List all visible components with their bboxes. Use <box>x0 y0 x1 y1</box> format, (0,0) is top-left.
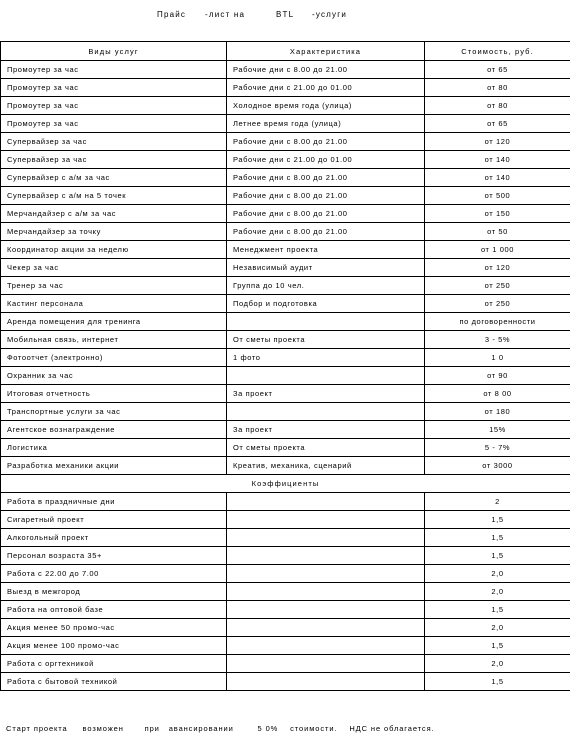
description-cell: Подбор и подготовка <box>227 295 425 313</box>
title-part: Прайс <box>157 10 187 19</box>
service-cell: Координатор акции за неделю <box>1 241 227 259</box>
service-cell: Промоутер за час <box>1 115 227 133</box>
price-cell: от 180 <box>425 403 570 421</box>
table-row <box>1 133 570 151</box>
price-cell: от 3000 <box>425 457 570 475</box>
table-row <box>1 619 570 637</box>
coefficient-cell: 1,5 <box>425 637 570 655</box>
table-row <box>1 331 570 349</box>
table-row <box>1 259 570 277</box>
service-cell: Работа с бытовой техникой <box>1 673 227 691</box>
description-cell <box>227 493 425 511</box>
price-cell: от 80 <box>425 79 570 97</box>
service-cell: Супервайзер за час <box>1 133 227 151</box>
service-cell: Супервайзер с а/м за час <box>1 169 227 187</box>
description-cell: Рабочие дни с 8.00 до 21.00 <box>227 169 425 187</box>
description-cell <box>227 601 425 619</box>
description-cell <box>227 655 425 673</box>
service-cell: Тренер за час <box>1 277 227 295</box>
description-cell: Рабочие дни с 8.00 до 21.00 <box>227 223 425 241</box>
price-cell: от 500 <box>425 187 570 205</box>
table-row <box>1 601 570 619</box>
description-cell <box>227 313 425 331</box>
service-cell: Промоутер за час <box>1 97 227 115</box>
service-cell: Кастинг персонала <box>1 295 227 313</box>
service-cell: Транспортные услуги за час <box>1 403 227 421</box>
table-row <box>1 547 570 565</box>
table-header-row <box>1 42 570 61</box>
table-row <box>1 655 570 673</box>
description-cell: За проект <box>227 421 425 439</box>
service-cell: Работа с оргтехникой <box>1 655 227 673</box>
description-cell: Рабочие дни с 8.00 до 21.00 <box>227 205 425 223</box>
coefficient-cell: 2,0 <box>425 565 570 583</box>
service-cell: Охранник за час <box>1 367 227 385</box>
coefficient-cell: 1,5 <box>425 601 570 619</box>
price-cell: от 1 000 <box>425 241 570 259</box>
price-cell: от 150 <box>425 205 570 223</box>
table-row <box>1 241 570 259</box>
description-cell: Группа до 10 чел. <box>227 277 425 295</box>
service-cell: Алкогольный проект <box>1 529 227 547</box>
table-row <box>1 115 570 133</box>
column-header-description: Характеристика <box>227 42 425 61</box>
table-row <box>1 61 570 79</box>
service-cell: Супервайзер за час <box>1 151 227 169</box>
service-cell: Сигаретный проект <box>1 511 227 529</box>
table-row <box>1 349 570 367</box>
price-cell: от 65 <box>425 115 570 133</box>
service-cell: Работа на оптовой базе <box>1 601 227 619</box>
table-row <box>1 187 570 205</box>
table-row <box>1 421 570 439</box>
table-row <box>1 277 570 295</box>
price-cell: от 120 <box>425 133 570 151</box>
service-cell: Персонал возраста 35+ <box>1 547 227 565</box>
service-cell: Разработка механики акции <box>1 457 227 475</box>
price-cell: 5 - 7% <box>425 439 570 457</box>
price-cell: от 90 <box>425 367 570 385</box>
coefficients-header-row <box>1 475 570 493</box>
description-cell <box>227 637 425 655</box>
description-cell: Рабочие дни с 8.00 до 21.00 <box>227 187 425 205</box>
price-cell: 3 - 5% <box>425 331 570 349</box>
price-cell: от 65 <box>425 61 570 79</box>
table-row <box>1 565 570 583</box>
description-cell: От сметы проекта <box>227 439 425 457</box>
table-row <box>1 637 570 655</box>
description-cell: Независимый аудит <box>227 259 425 277</box>
coefficient-cell: 2,0 <box>425 655 570 673</box>
service-cell: Работа с 22.00 до 7.00 <box>1 565 227 583</box>
description-cell: Креатив, механика, сценарий <box>227 457 425 475</box>
title-part: -лист на <box>205 10 246 19</box>
column-header-services: Виды услуг <box>1 42 227 61</box>
service-cell: Итоговая отчетность <box>1 385 227 403</box>
description-cell: Рабочие дни с 8.00 до 21.00 <box>227 61 425 79</box>
description-cell: 1 фото <box>227 349 425 367</box>
table-row <box>1 313 570 331</box>
coefficient-cell: 2 <box>425 493 570 511</box>
service-cell: Чекер за час <box>1 259 227 277</box>
service-cell: Фотоотчет (электронно) <box>1 349 227 367</box>
table-row <box>1 295 570 313</box>
price-cell: от 140 <box>425 151 570 169</box>
description-cell <box>227 511 425 529</box>
title-part: -услуги <box>312 10 348 19</box>
price-cell: от 50 <box>425 223 570 241</box>
service-cell: Логистика <box>1 439 227 457</box>
description-cell <box>227 673 425 691</box>
table-row <box>1 457 570 475</box>
coefficient-cell: 2,0 <box>425 619 570 637</box>
service-cell: Супервайзер с а/м на 5 точек <box>1 187 227 205</box>
description-cell: Летнее время года (улица) <box>227 115 425 133</box>
coefficient-cell: 1,5 <box>425 673 570 691</box>
price-cell: от 120 <box>425 259 570 277</box>
description-cell <box>227 547 425 565</box>
table-row <box>1 169 570 187</box>
table-row <box>1 79 570 97</box>
coefficient-cell: 1,5 <box>425 547 570 565</box>
price-table <box>0 41 570 691</box>
description-cell: От сметы проекта <box>227 331 425 349</box>
description-cell: Холодное время года (улица) <box>227 97 425 115</box>
coefficient-cell: 2,0 <box>425 583 570 601</box>
price-cell: от 80 <box>425 97 570 115</box>
table-row <box>1 205 570 223</box>
table-row <box>1 529 570 547</box>
description-cell: Рабочие дни с 21.00 до 01.00 <box>227 79 425 97</box>
service-cell: Мобильная связь, интернет <box>1 331 227 349</box>
service-cell: Агентское вознаграждение <box>1 421 227 439</box>
service-cell: Промоутер за час <box>1 61 227 79</box>
price-cell: от 8 00 <box>425 385 570 403</box>
price-cell: 15% <box>425 421 570 439</box>
price-cell: от 250 <box>425 295 570 313</box>
table-row <box>1 583 570 601</box>
description-cell: Рабочие дни с 21.00 до 01.00 <box>227 151 425 169</box>
description-cell <box>227 619 425 637</box>
table-row <box>1 385 570 403</box>
description-cell <box>227 403 425 421</box>
price-cell: по договоренности <box>425 313 570 331</box>
description-cell <box>227 565 425 583</box>
service-cell: Промоутер за час <box>1 79 227 97</box>
table-row <box>1 493 570 511</box>
coefficients-title: Коэффициенты <box>1 475 570 493</box>
service-cell: Мерчандайзер за точку <box>1 223 227 241</box>
description-cell <box>227 529 425 547</box>
title-part: BTL <box>276 10 295 19</box>
service-cell: Мерчандайзер с а/м за час <box>1 205 227 223</box>
price-cell: от 140 <box>425 169 570 187</box>
table-row <box>1 511 570 529</box>
table-row <box>1 673 570 691</box>
description-cell <box>227 367 425 385</box>
price-cell: от 250 <box>425 277 570 295</box>
table-row <box>1 403 570 421</box>
table-row <box>1 151 570 169</box>
table-row <box>1 367 570 385</box>
service-cell: Акция менее 50 промо-час <box>1 619 227 637</box>
description-cell: За проект <box>227 385 425 403</box>
service-cell: Акция менее 100 промо-час <box>1 637 227 655</box>
coefficient-cell: 1,5 <box>425 529 570 547</box>
price-cell: 1 0 <box>425 349 570 367</box>
service-cell: Выезд в межгород <box>1 583 227 601</box>
table-row <box>1 439 570 457</box>
coefficient-cell: 1,5 <box>425 511 570 529</box>
description-cell <box>227 583 425 601</box>
table-row <box>1 97 570 115</box>
description-cell: Менеджмент проекта <box>227 241 425 259</box>
description-cell: Рабочие дни с 8.00 до 21.00 <box>227 133 425 151</box>
page-title <box>0 10 570 24</box>
table-row <box>1 223 570 241</box>
service-cell: Аренда помещения для тренинга <box>1 313 227 331</box>
service-cell: Работа в праздничные дни <box>1 493 227 511</box>
footer-note: Старт проекта возможен при авансировании 5 0% стоимости. НДС не облагается. <box>6 724 435 733</box>
column-header-price: Стоимость, руб. <box>425 42 570 61</box>
